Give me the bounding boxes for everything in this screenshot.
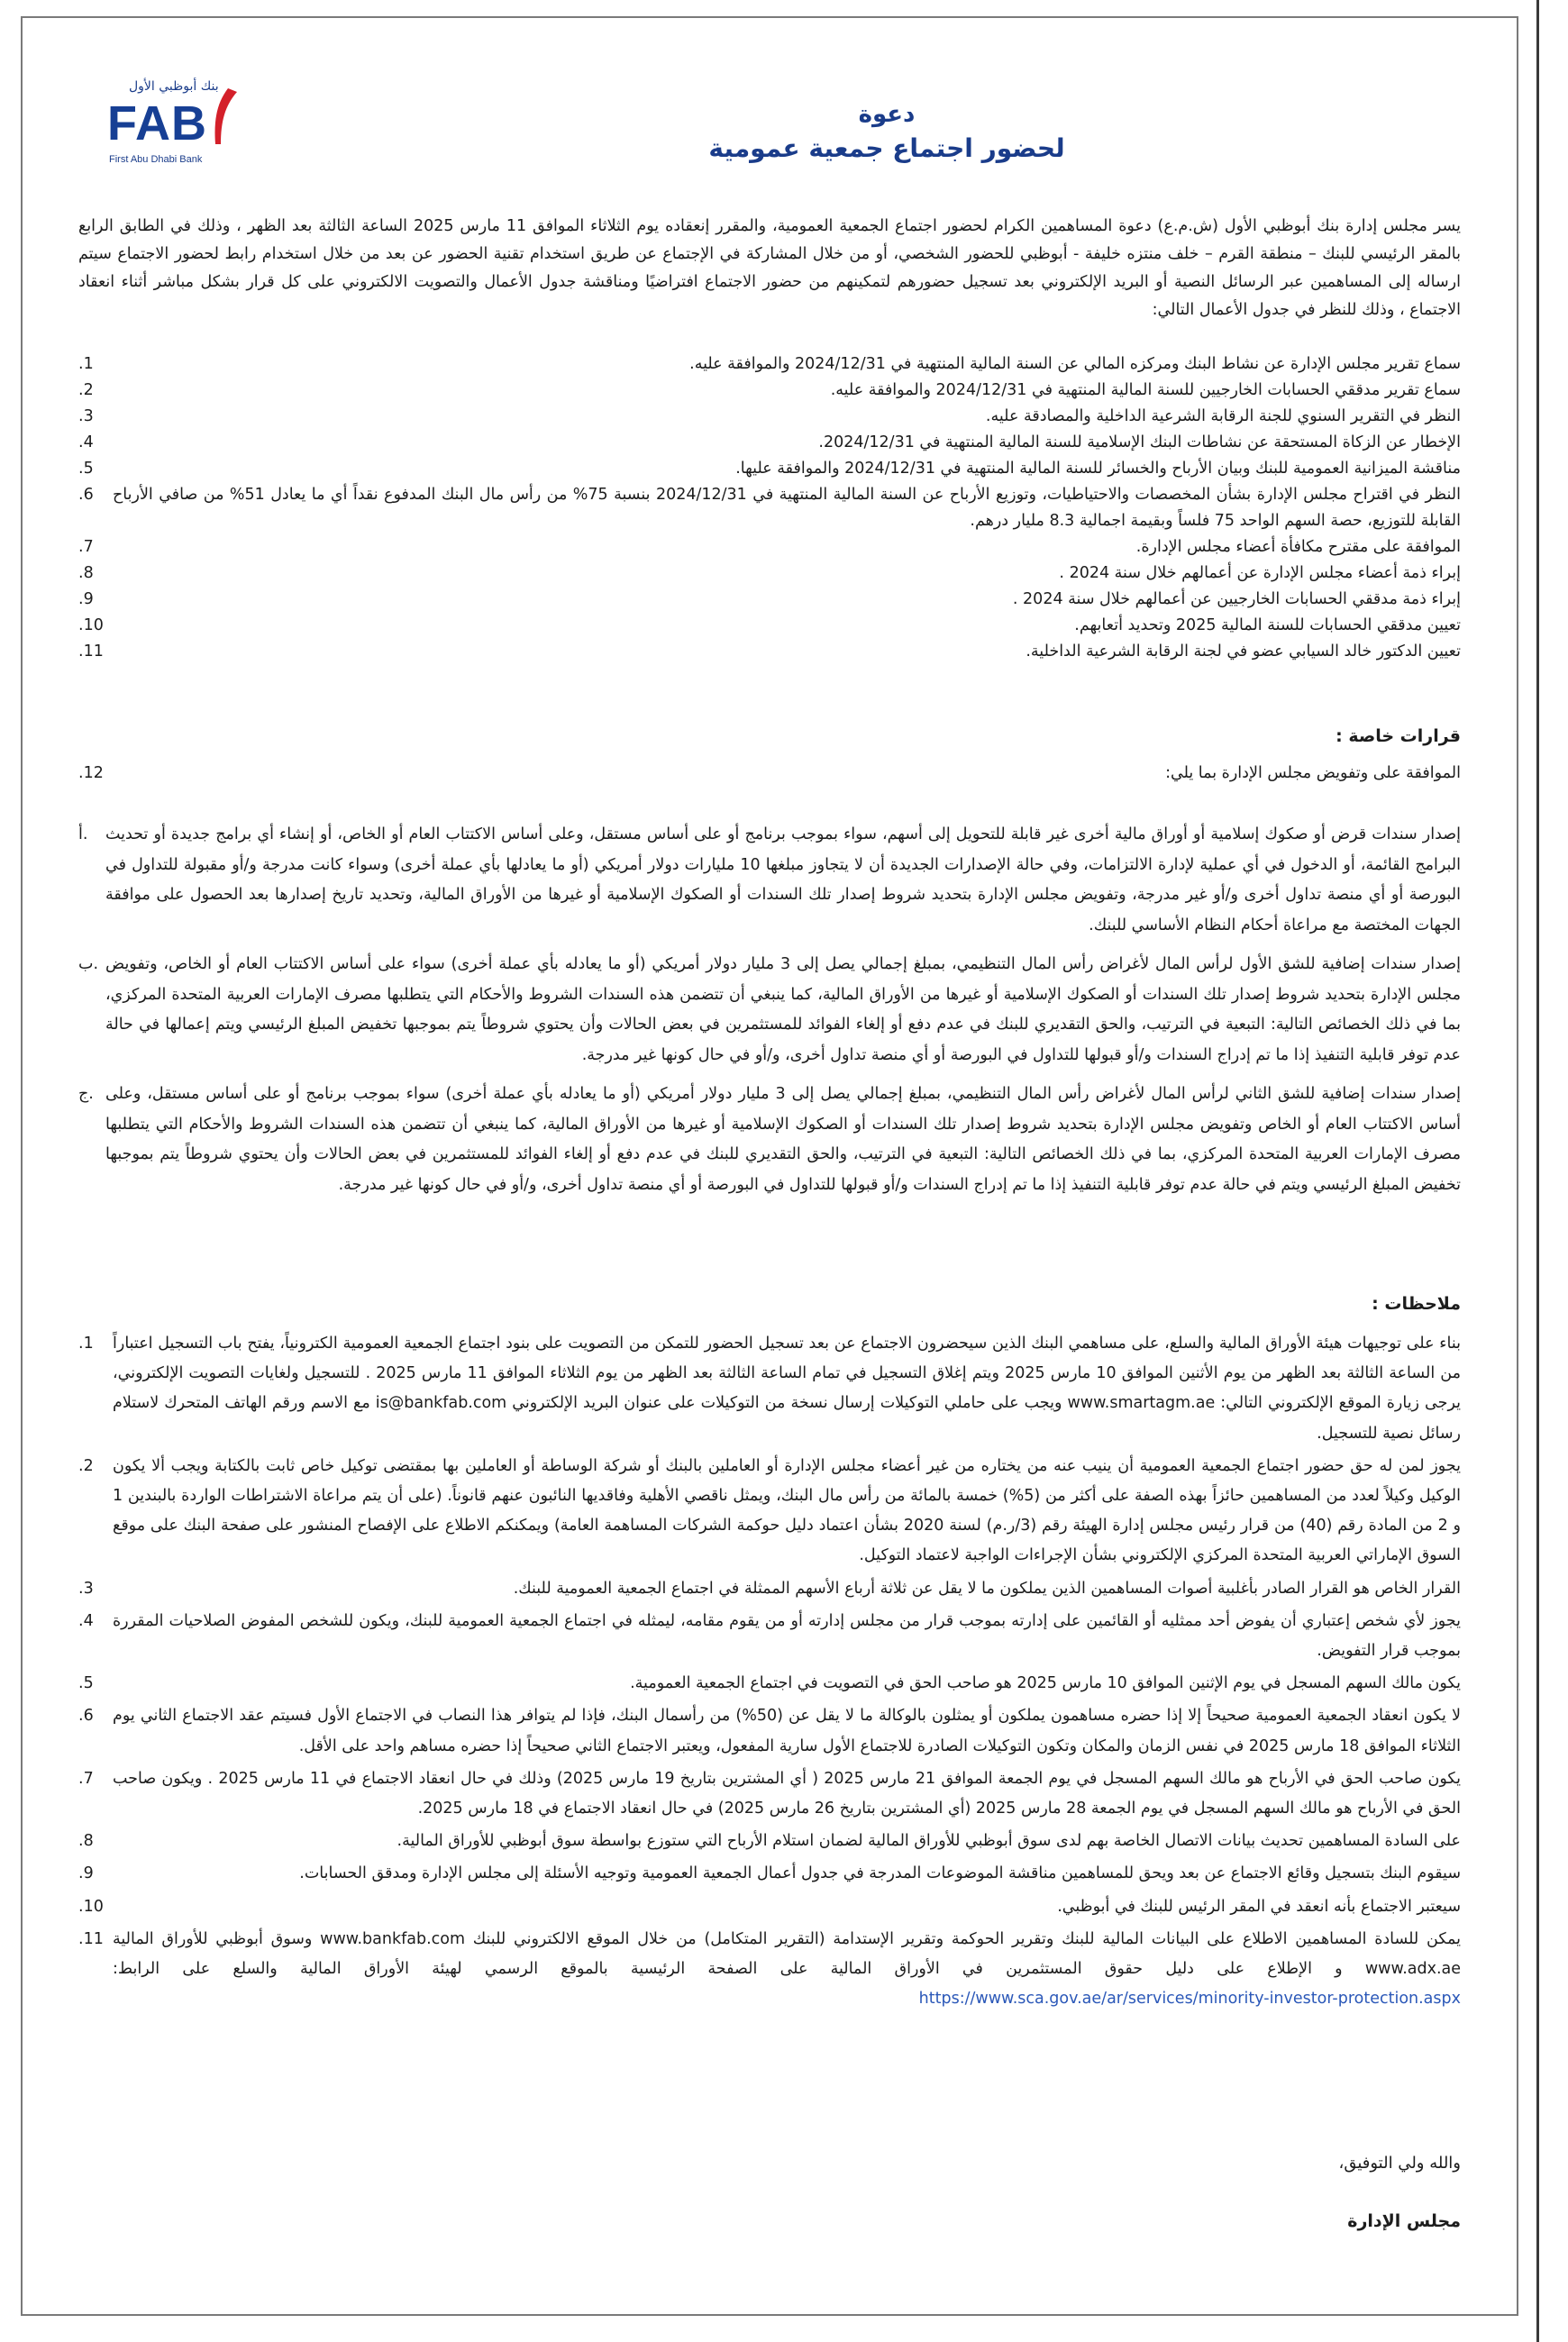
agenda-text: سماع تقرير مجلس الإدارة عن نشاط البنك ومركزه المالي عن السنة المالية المنتهية في 2024/12/31 والموافقة عليه.: [689, 355, 1461, 373]
list-item: [78, 560, 1461, 587]
agenda-text: إبراء ذمة أعضاء مجلس الإدارة عن أعمالهم خلال سنة 2024 .: [1059, 564, 1461, 582]
agenda-text: إبراء ذمة مدققي الحسابات الخارجيين عن أعمالهم خلال سنة 2024 .: [1012, 590, 1461, 608]
list-item: [78, 378, 1461, 404]
agenda-text: الموافقة على مقترح مكافأة أعضاء مجلس الإدارة.: [1135, 538, 1461, 556]
list-item: [78, 1892, 1461, 1922]
list-item: [78, 1080, 1461, 1200]
subitem-letter: ب.: [78, 955, 99, 973]
closing-line: والله ولي التوفيق،: [1338, 2154, 1461, 2173]
list-item: [78, 1574, 1461, 1604]
list-item: [78, 534, 1461, 560]
list-item: [78, 1925, 1461, 2015]
note-text: لا يكون انعقاد الجمعية العمومية صحيحاً إلا إذا حضره مساهمون يملكون أو يمثلون بالوكالة ما لا يقل عن (50%) من رأسمال البنك، فإذا لم يتوافر هذا النصاب في الاجتماع الأول فسيتم عقد الاجتماع الثاني يوم الثلاثاء الموافق 18 مارس 2025 في نفس الزمان والمكان وتكون التوكيلات الصادرة للاجتماع الأول سارية المفعول، ويعتبر الاجتماع الثاني صحيحاً إذا حضره مساهم واحد على الأقل.: [113, 1707, 1462, 1755]
agenda-number: .1: [78, 355, 94, 373]
list-item: [78, 1607, 1461, 1666]
intro-paragraph: يسر مجلس إدارة بنك أبوظبي الأول (ش.م.ع) دعوة المساهمين الكرام لحضور اجتماع الجمعية العمومية، والمقرر إنعقاده يوم الثلاثاء الموافق 11 مارس 2025 الساعة الثالثة بعد الظهر ، وذلك في الطابق الرابع بالمقر الرئيسي للبنك – منطقة القرم – خلف منتزه خليفة - أبوظبي للحضور الشخصي، أو من خلال المشاركة في الإجتماع عن طريق استخدام تقنية الحضور عن بعد من خلال استخدام رابط لحضور الاجتماع سيتم ارساله إلى المساهمين عبر الرسائل النصية أو البريد الإلكتروني بعد تسجيل حضورهم لتمكينهم من حضور الاجتماع افتراضيًا ومناقشة جدول الأعمال والتصويت الالكتروني على كل قرار بشكل مباشر أثناء انعقاد الاجتماع ، وذلك للنظر في جدول الأعمال التالي:: [78, 216, 1461, 319]
agenda-text: تعيين مدققي الحسابات للسنة المالية 2025 وتحديد أتعابهم.: [1074, 616, 1461, 634]
agenda-number: .2: [78, 381, 94, 399]
list-item: [78, 950, 1461, 1071]
note-text: سيقوم البنك بتسجيل وقائع الاجتماع عن بعد ويحق للمساهمين مناقشة الموضوعات المدرجة في جدول أعمال الجمعية العمومية وتوجيه الأسئلة إلى مجلس الإدارة ومدقق الحسابات.: [299, 1864, 1461, 1883]
note-text: يكون صاحب الحق في الأرباح هو مالك السهم المسجل في يوم الجمعة الموافق 21 مارس 2025 ( أي المشترين بتاريخ 19 مارس 2025) وذلك في حال انعقاد الاجتماع في 11 مارس 2025 . ويكون صاحب الحق في الأرباح هو مالك السهم المسجل في يوم الجمعة 28 مارس 2025 (أي المشترين بتاريخ 26 مارس 2025) في حال انعقاد الاجتماع في 18 مارس 2025.: [113, 1769, 1461, 1818]
agenda-number: .9: [78, 590, 94, 608]
list-item: [78, 430, 1461, 456]
investor-protection-link[interactable]: https://www.sca.gov.ae/ar/services/minority-investor-protection.aspx: [918, 1990, 1461, 2009]
agenda-text: سماع تقرير مدققي الحسابات الخارجيين للسنة المالية المنتهية في 2024/12/31 والموافقة عليه.: [830, 381, 1461, 399]
special-resolutions-heading: قرارات خاصة :: [1336, 726, 1461, 746]
subitem-letter: ج.: [78, 1085, 94, 1103]
agenda-text: النظر في التقرير السنوي للجنة الرقابة الشرعية الداخلية والمصادقة عليه.: [985, 407, 1461, 425]
agenda-number: .4: [78, 433, 94, 451]
note-number: .6: [78, 1707, 94, 1726]
title-line-2: لحضور اجتماع جمعية عمومية: [708, 133, 1065, 163]
list-item: [78, 613, 1461, 639]
logo-mark: FAB: [107, 96, 207, 150]
note-text: يكون مالك السهم المسجل في يوم الإثنين الموافق 10 مارس 2025 هو صاحب الحق في التصويت في اجتماع الجمعية العمومية.: [630, 1674, 1461, 1693]
list-item: [78, 404, 1461, 430]
agenda-text: تعيين الدكتور خالد السيابي عضو في لجنة الرقابة الشرعية الداخلية.: [1026, 642, 1461, 661]
agenda-number: .10: [78, 616, 104, 634]
note-text: يجوز لأي شخص إعتباري أن يفوض أحد ممثليه أو القائمين على إدارته بموجب قرار من مجلس إدارته أو من يقوم مقامه، ليمثله في اجتماع الجمعية العمومية للبنك، ويكون للشخص المفوض الصلاحيات المقررة بموجب قرار التفويض.: [113, 1611, 1461, 1661]
note-number: .2: [78, 1456, 94, 1475]
agenda-text: النظر في اقتراح مجلس الإدارة بشأن المخصصات والاحتياطيات، وتوزيع الأرباح عن السنة المالية المنتهية في 2024/12/31 بنسبة 75% من رأس مال البنك المدفوع نقداً أي ما يعادل 51% من صافي الأرباح القابلة للتوزيع، حصة السهم الواحد 75 فلساً وبقيمة اجمالية 8.3 مليار درهم.: [113, 486, 1462, 530]
logo-english-name: First Abu Dhabi Bank: [109, 154, 203, 165]
note-number: .5: [78, 1674, 94, 1693]
logo-arabic-name: بنك أبوظبي الأول: [129, 79, 219, 94]
agenda-number: .5: [78, 460, 94, 478]
list-item: [78, 820, 1461, 941]
note-11-text: يمكن للسادة المساهمين الاطلاع على البيانات المالية للبنك وتقرير الحوكمة وتقرير الإستدامة (التقرير المتكامل) من خلال الموقع الالكتروني للبنك www.bankfab.com وسوق أبوظبي للأوراق المالية www.adx.ae و الإطلاع على دليل حقوق المستثمرين في الأوراق المالية على الصفحة الرئيسية بالموقع الرسمي لهيئة الأوراق المالية والسلع على الرابط:: [113, 1929, 1461, 1979]
note-text: بناء على توجيهات هيئة الأوراق المالية والسلع، على مساهمي البنك الذين سيحضرون الاجتماع عن بعد تسجيل الحضور للتمكن من التصويت على بنود اجتماع الجمعية العمومية الكترونياً، يفتح باب التسجيل اعتباراً من الساعة الثالثة بعد الظهر من يوم الأثنين الموافق 10 مارس 2025 ويتم إغلاق التسجيل في تمام الساعة الثالثة بعد الظهر من يوم الثلاثاء الموافق 11 مارس 2025 . للتسجيل ولغايات التصويت الإلكتروني، يرجى زيارة الموقع الإلكتروني التالي: www.smartagm.ae ويجب على حاملي التوكيلات إرسال نسخة من التوكيلات على عنوان البريد الإلكتروني is@bankfab.com مع الاسم ورقم الهاتف المتحرك لاستلام رسائل نصية للتسجيل.: [113, 1335, 1461, 1443]
signature: مجلس الإدارة: [1347, 2211, 1461, 2231]
special-item-number: .12: [78, 764, 104, 782]
document-page: [21, 16, 1518, 2316]
note-text: القرار الخاص هو القرار الصادر بأغلبية أصوات المساهمين الذين يملكون ما لا يقل عن ثلاثة أرباع الأسهم الممثلة في اجتماع الجمعية العمومية للبنك.: [513, 1579, 1461, 1598]
list-item: [78, 1827, 1461, 1856]
agenda-number: .3: [78, 407, 94, 425]
notes-heading: ملاحظات :: [1372, 1294, 1461, 1314]
list-item: [78, 1764, 1461, 1824]
note-number: .9: [78, 1864, 94, 1883]
subitem-text: إصدار سندات إضافية للشق الثاني لرأس المال لأغراض رأس المال التنظيمي، بمبلغ إجمالي يصل إلى 3 مليار دولار أمريكي (أو ما يعادله بأي عملة أخرى) سواء بموجب برنامج أو على أساس مستقل، وعلى أساس الاكتتاب العام أو الخاص وتفويض مجلس الإدارة بتحديد شروط إصدار تلك السندات أو الصكوك الإسلامية أو غيرها من الأوراق المالية، كما ينبغي أن تتضمن هذه السندات الشروط والأحكام التي يتطلبها مصرف الإمارات العربية المتحدة المركزي، بما في ذلك الخصائص التالية: التبعية في الترتيب، والحق التقديري للبنك في عدم دفع أو إلغاء الفوائد للمستثمرين في بعض الحالات وأن يحتوي شروطاً يتم بموجبها تخفيض المبلغ الرئيسي ويتم في حالة عدم توفر قابلية التنفيذ إذا ما تم إدراج السندات و/أو قبولها للتداول في البورصة أو أي منصة تداول أخرى، و/أو في حال كونها غير مدرجة.: [105, 1085, 1461, 1194]
notes-list: [78, 1329, 1461, 2017]
list-item: [78, 587, 1461, 613]
note-number: .1: [78, 1335, 94, 1353]
list-item: [78, 1452, 1461, 1572]
list-item: [78, 1859, 1461, 1889]
agenda-number: .7: [78, 538, 94, 556]
subitem-text: إصدار سندات قرض أو صكوك إسلامية أو أوراق مالية أخرى غير قابلة للتحويل إلى أسهم، سواء بموجب برنامج أو على أساس مستقل، وعلى أساس الاكتتاب العام أو الخاص، أو إنشاء أي برامج جديدة أو تحديث البرامج القائمة، أو الدخول في أي عملية لإدارة الالتزامات، وفي حالة الإصدارات الجديدة أن لا يتجاوز مبلغها 10 مليارات دولار أمريكي (أو ما يعادلها بأي عملة أخرى) وسواء كانت مدرجة و/أو مقبولة للتداول في البورصة أو أي منصة تداول أخرى و/أو غير مدرجة، وتفويض مجلس الإدارة بتحديد شروط إصدار تلك السندات أو الصكوك الإسلامية أو غيرها من الأوراق المالية، وتحديد تاريخ إصدارها بعد الحصول على موافقة الجهات المختصة مع مراعاة أحكام النظام الأساسي للبنك.: [105, 825, 1461, 934]
list-item: [78, 456, 1461, 482]
special-item: [78, 761, 1461, 787]
note-number: .10: [78, 1897, 104, 1916]
list-item: [78, 1329, 1461, 1449]
title-line-1: دعوة: [858, 101, 916, 128]
note-text: سيعتبر الاجتماع بأنه انعقد في المقر الرئيس للبنك في أبوظبي.: [1057, 1897, 1461, 1916]
agenda-number: .8: [78, 564, 94, 582]
note-number: .7: [78, 1769, 94, 1788]
note-text: يجوز لمن له حق حضور اجتماع الجمعية العمومية أن ينيب عنه من يختاره من غير أعضاء مجلس الإدارة أو العاملين بالبنك أو شركة الوساطة أو العاملين بها بمقتضى توكيل خاص ثابت بالكتابة ويجب ألا يكون الوكيل وكيلاً لعدد من المساهمين حائزاً بهذه الصفة على أكثر من (5%) خمسة بالمائة من رأس مال البنك، ويمثل ناقصي الأهلية وفاقديها النائبون عنهم قانوناً. (على أن يتم مراعاة الاشتراطات الواردة بالبندين 1 و 2 من المادة رقم (40) من قرار رئيس مجلس إدارة الهيئة رقم (3/ر.م) لسنة 2020 بشأن اعتماد دليل حوكمة الشركات المساهمة العامة) ويمكنكم الاطلاع على الإفصاح المنشور على صفحة البنك على موقع السوق الإماراتي العربية المتحدة المركزي الإلكتروني بشأن الإجراءات الواجبة لاعتماد التوكيل.: [113, 1456, 1461, 1565]
agenda-text: مناقشة الميزانية العمومية للبنك وبيان الأرباح والخسائر للسنة المالية المنتهية في 2024/12/31 والموافقة عليها.: [735, 460, 1461, 478]
note-number: .11: [78, 1929, 104, 1948]
note-number: .4: [78, 1611, 94, 1630]
list-item: [78, 639, 1461, 665]
agenda-text: الإخطار عن الزكاة المستحقة عن نشاطات البنك الإسلامية للسنة المالية المنتهية في 2024/12/31.: [818, 433, 1461, 451]
note-text: على السادة المساهمين تحديث بيانات الاتصال الخاصة بهم لدى سوق أبوظبي للأوراق المالية لضمان استلام الأرباح التي ستوزع بواسطة سوق أبوظبي للأوراق المالية.: [397, 1832, 1461, 1851]
agenda-number: .6: [78, 486, 94, 504]
note-text: [113, 1925, 1461, 2015]
page-edge-rule: [1536, 0, 1539, 2342]
special-item-text: الموافقة على وتفويض مجلس الإدارة بما يلي:: [1165, 764, 1461, 782]
agenda-list: [78, 351, 1461, 665]
note-number: .8: [78, 1832, 94, 1851]
list-item: [78, 351, 1461, 378]
subitem-text: إصدار سندات إضافية للشق الأول لرأس المال لأغراض رأس المال التنظيمي، بمبلغ إجمالي يصل إلى 3 مليار دولار أمريكي (أو ما يعادله بأي عملة أخرى) سواء على أساس الاكتتاب العام أو الخاص، وتفويض مجلس الإدارة بتحديد شروط إصدار تلك السندات أو الصكوك الإسلامية أو غيرها من الأوراق المالية، كما ينبغي أن تتضمن هذه السندات الشروط والأحكام التي يتطلبها مصرف الإمارات العربية المتحدة المركزي، بما في ذلك الخصائص التالية: التبعية في الترتيب، والحق التقديري للبنك في عدم دفع أو إلغاء الفوائد للمستثمرين في بعض الحالات وأن يحتوي شروطاً يتم بموجبها تخفيض المبلغ الرئيسي ويتم إعمالها في حالة عدم توفر قابلية التنفيذ إذا ما تم إدراج السندات و/أو قبولها للتداول في البورصة أو أي منصة تداول أخرى، و/أو في حال كونها غير مدرجة.: [105, 955, 1461, 1064]
list-item: [78, 1669, 1461, 1699]
agenda-number: .11: [78, 642, 104, 661]
invitation-title: [23, 101, 1517, 163]
special-subitems-list: [78, 820, 1461, 1209]
subitem-letter: أ.: [78, 825, 88, 843]
list-item: [78, 1701, 1461, 1761]
note-number: .3: [78, 1579, 94, 1598]
list-item: [78, 482, 1461, 534]
list-item: [78, 761, 1461, 787]
